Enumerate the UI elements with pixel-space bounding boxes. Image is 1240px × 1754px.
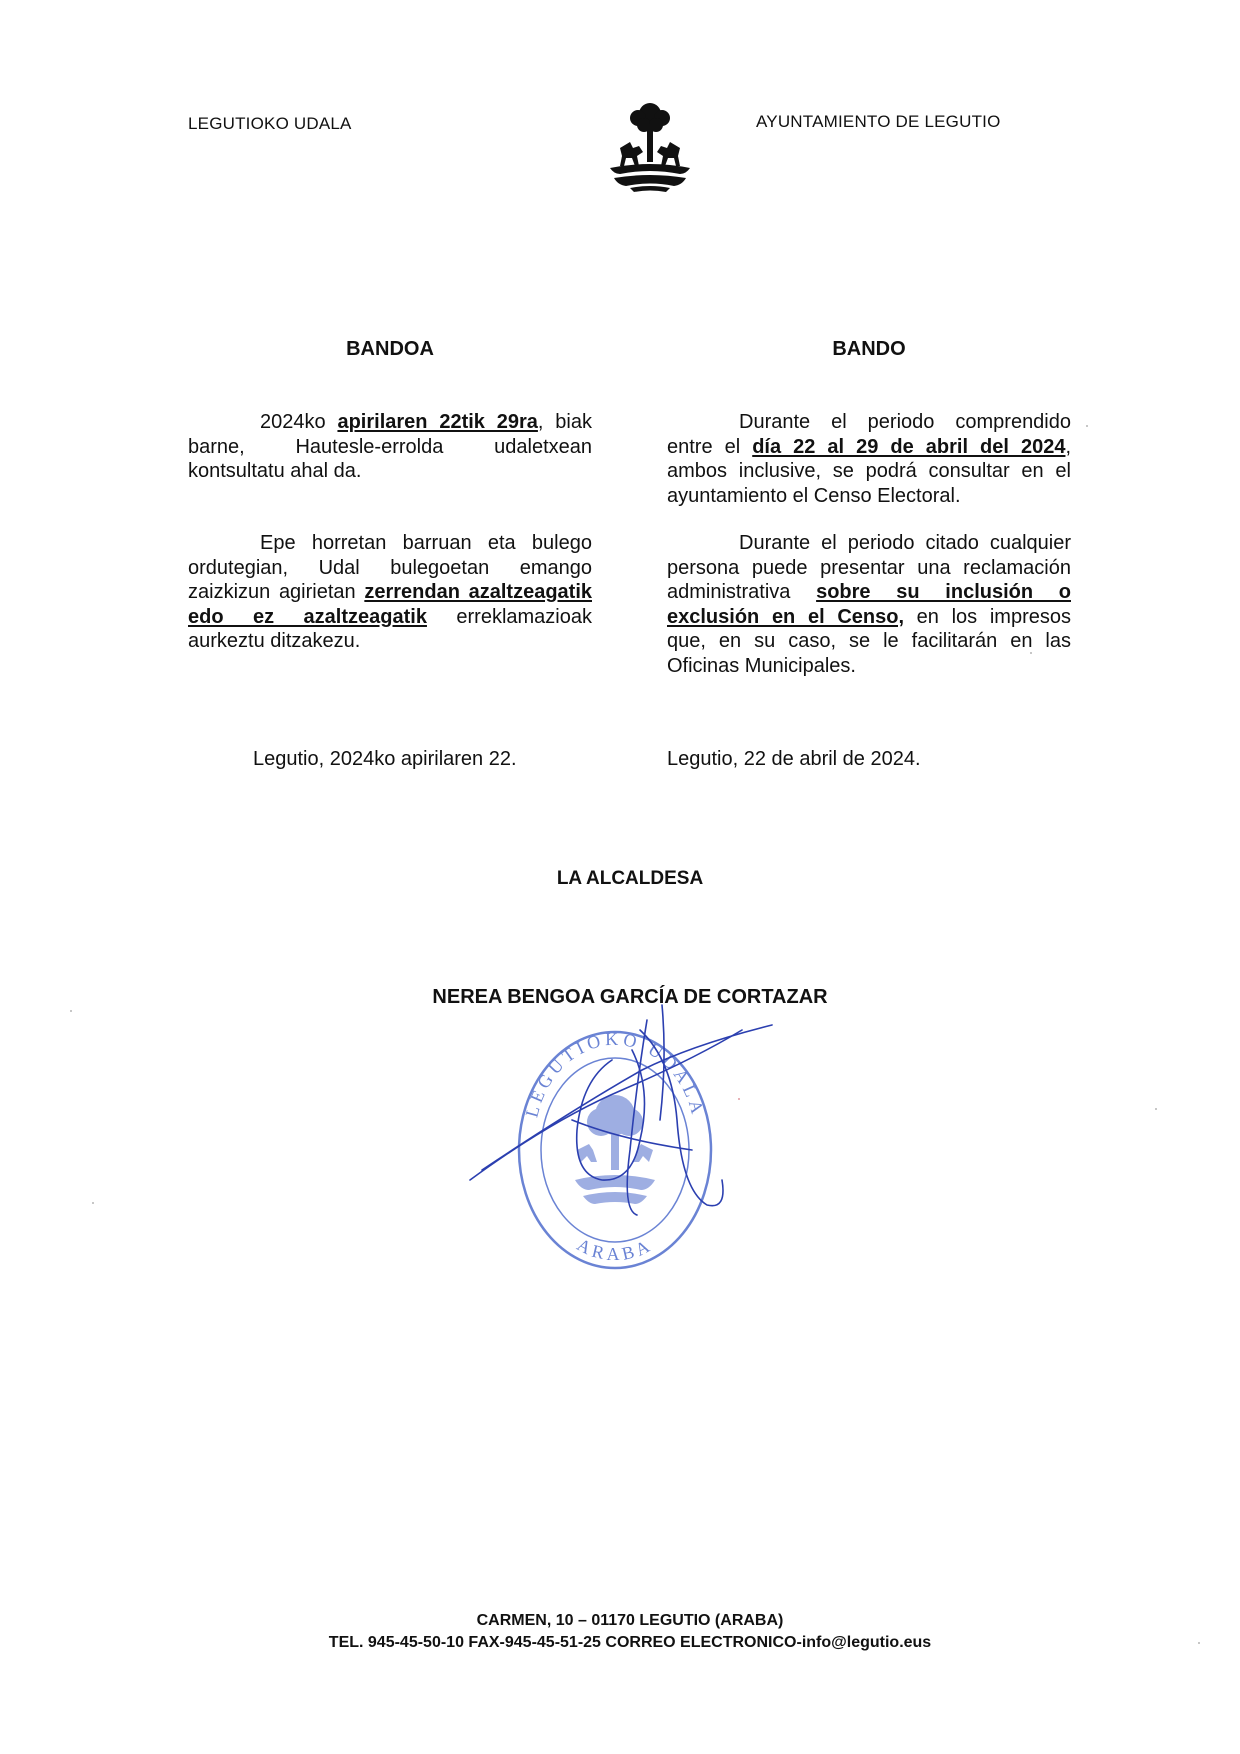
basque-paragraph-2 — [188, 531, 592, 654]
signer-role: LA ALCALDESA — [556, 868, 704, 889]
scan-speck — [70, 1010, 72, 1012]
stamp-bottom-text: ARABA — [573, 1234, 657, 1265]
basque-title: BANDOA — [346, 338, 434, 360]
scan-speck — [738, 1098, 740, 1100]
spanish-p1-text: Durante el periodo comprendido entre el — [667, 411, 1071, 458]
stamp-top-text: LEGUTIOKO UDALA — [521, 1028, 709, 1120]
basque-date: Legutio, 2024ko apirilaren 22. — [253, 748, 517, 770]
spanish-p2-highlight: sobre su inclusión o exclusión en el Censo, — [667, 581, 1071, 628]
spanish-title: BANDO — [832, 338, 906, 360]
basque-p1-text: 2024ko — [260, 411, 338, 433]
spanish-paragraph-2 — [667, 531, 1071, 678]
scan-speck — [1198, 1642, 1200, 1644]
spanish-p2-text: Durante el periodo citado cualquier persona puede presentar una reclamación administrativa — [667, 532, 1071, 603]
scan-speck — [1155, 1108, 1157, 1110]
basque-p1-text-end: , biak barne, Hautesle-errolda udaletxean kontsultatu ahal da. — [188, 411, 592, 482]
handwritten-signature — [462, 1000, 792, 1230]
basque-paragraph-1 — [188, 410, 592, 484]
basque-p1-highlight: apirilaren 22tik 29ra — [337, 411, 538, 433]
spanish-p1-text-end: , ambos inclusive, se podrá consultar en el ayuntamiento el Censo Electoral. — [667, 435, 1072, 507]
svg-text:ARABA — [574, 1234, 656, 1264]
spanish-p2-text-end: en los impresos que, en su caso, se le facilitarán en las Oficinas Municipales. — [667, 605, 1071, 677]
scan-speck — [1086, 425, 1088, 427]
spanish-date: Legutio, 22 de abril de 2024. — [667, 748, 921, 770]
spanish-p1-highlight: día 22 al 29 de abril del 2024 — [752, 435, 1066, 458]
basque-p2-highlight: zerrendan azaltzeagatik edo ez azaltzeagatik — [188, 581, 592, 628]
spanish-paragraph-1 — [667, 410, 1071, 508]
header-right: AYUNTAMIENTO DE LEGUTIO — [756, 112, 1001, 131]
signer-name: NEREA BENGOA GARCÍA DE CORTAZAR — [432, 986, 828, 1008]
scan-speck — [92, 1202, 94, 1204]
footer-address: CARMEN, 10 – 01170 LEGUTIO (ARABA) — [476, 1612, 784, 1629]
scan-speck — [1030, 652, 1032, 654]
basque-p2-text-end: erreklamazioak aurkeztu ditzakezu. — [188, 605, 592, 652]
footer-contact: TEL. 945-45-50-10 FAX-945-45-51-25 CORREO ELECTRONICO-info@legutio.eus — [328, 1634, 932, 1651]
header-left: LEGUTIOKO UDALA — [188, 114, 352, 133]
basque-p2-text: Epe horretan barruan eta bulego ordutegian, Udal bulegoetan emango zaizkizun agirietan — [188, 532, 592, 603]
coat-of-arms-logo — [600, 98, 700, 198]
